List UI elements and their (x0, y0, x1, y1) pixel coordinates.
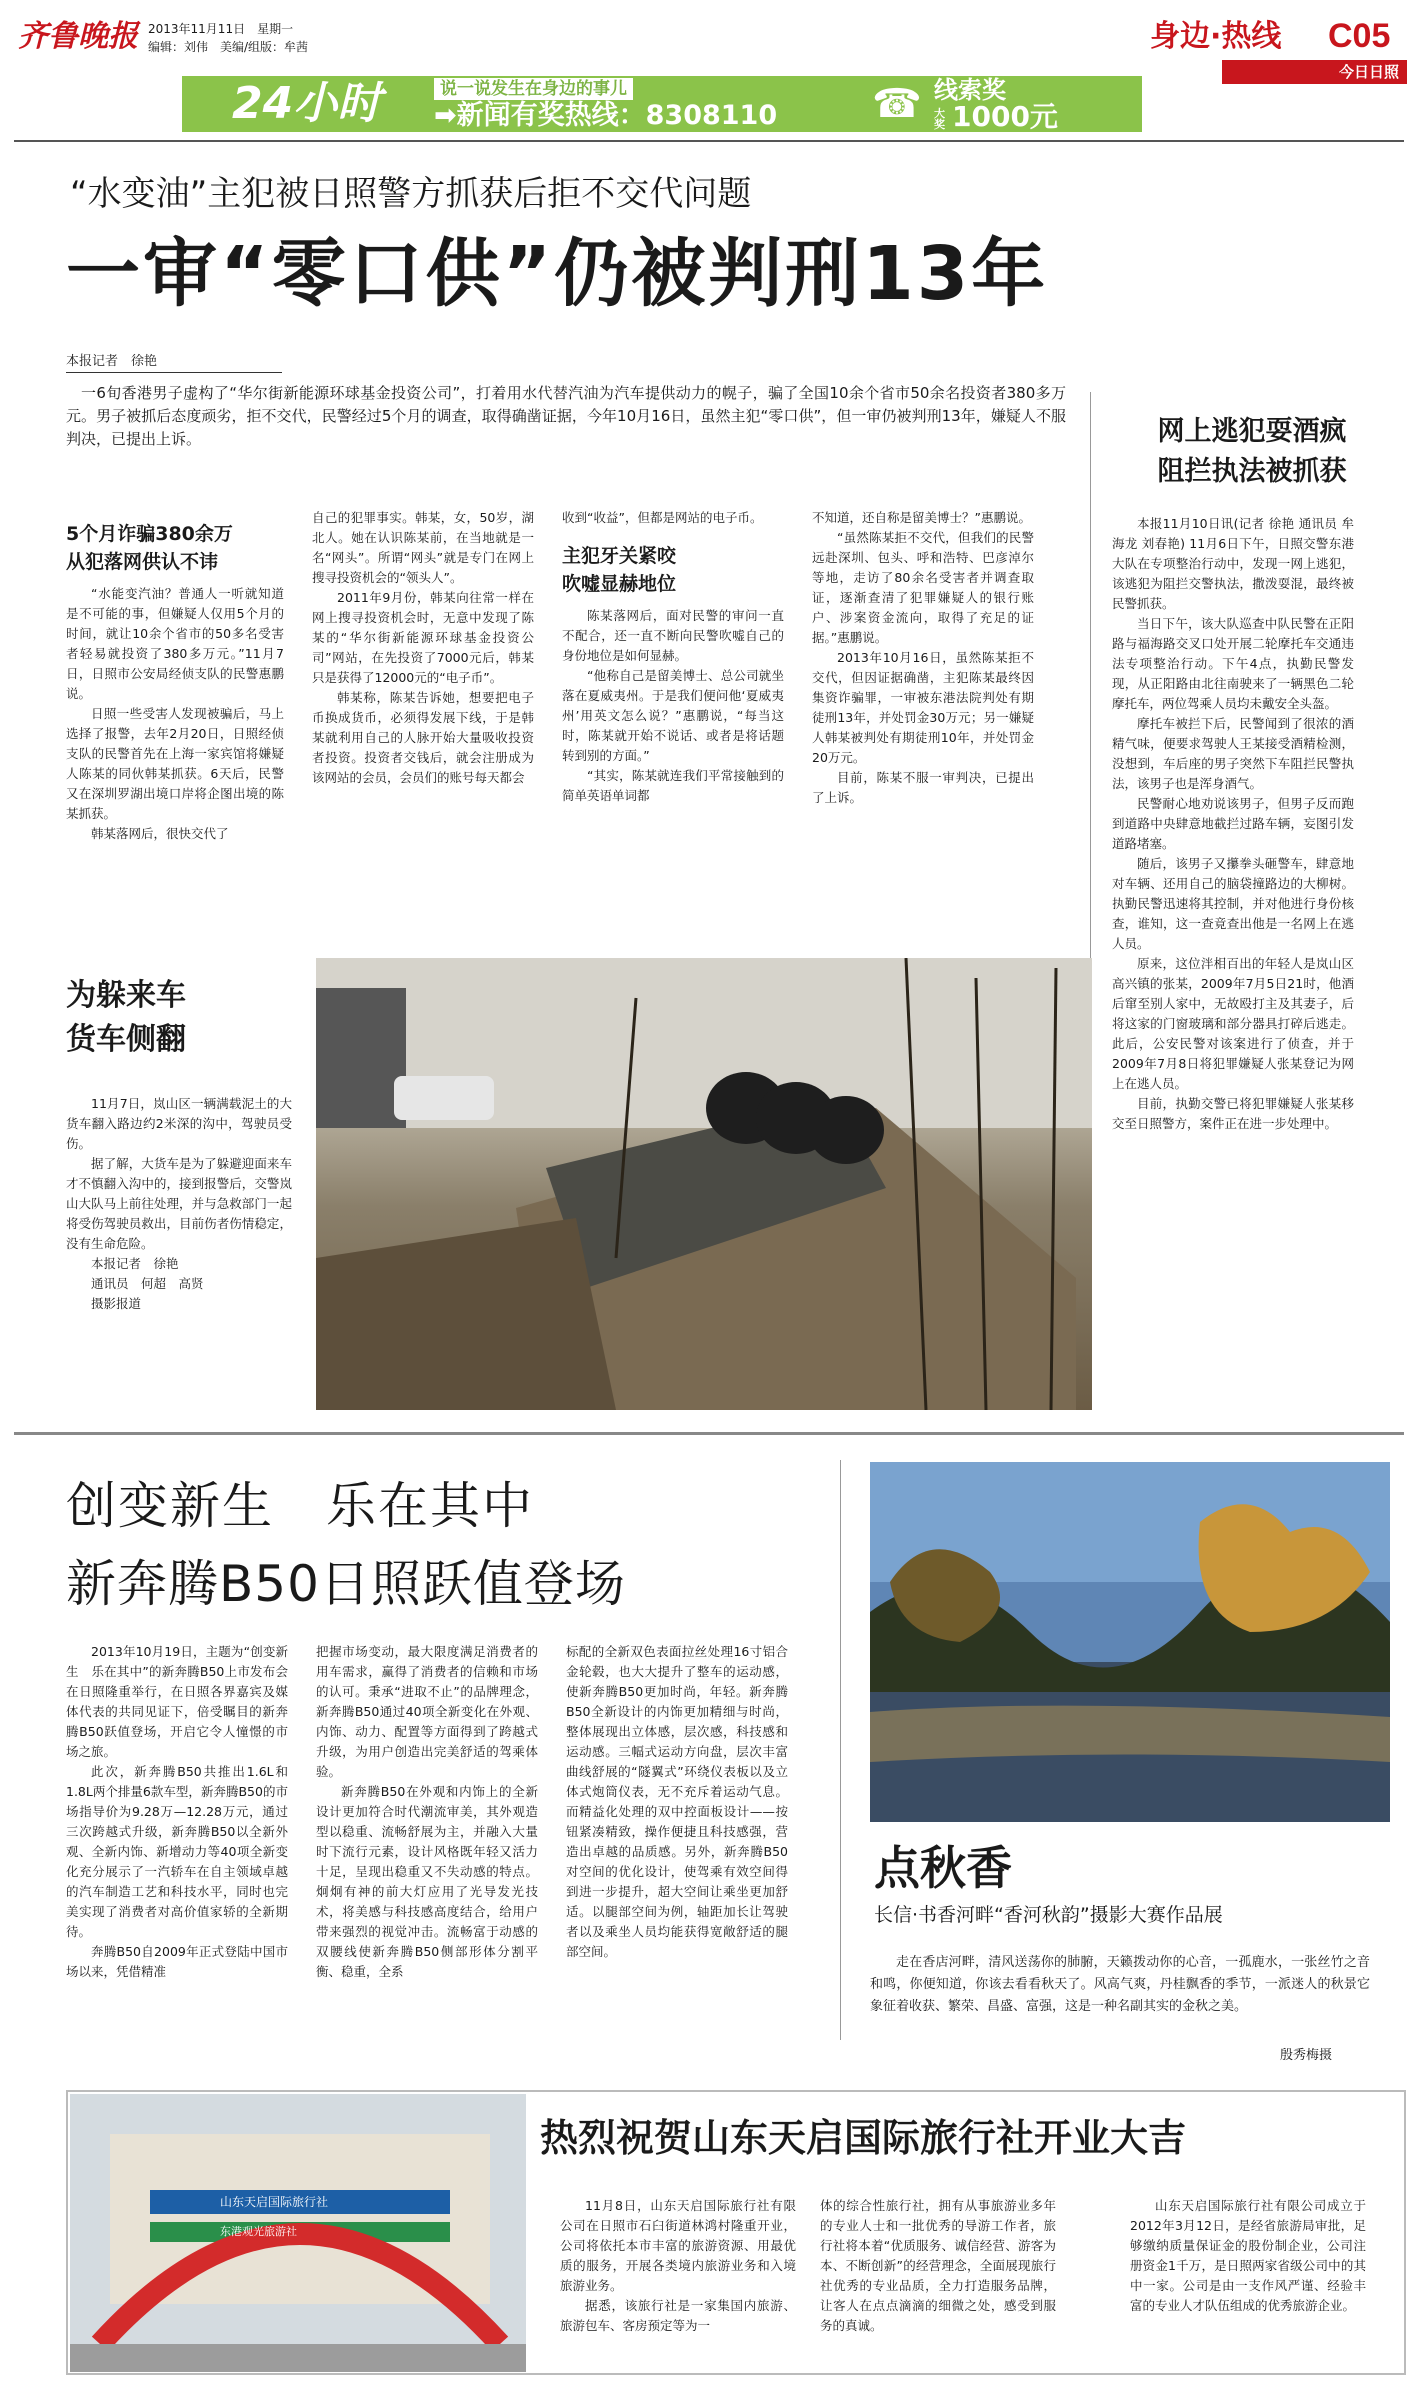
paragraph: 目前，执勤交警已将犯罪嫌疑人张某移交至日照警方，案件正在进一步处理中。 (1112, 1096, 1354, 1131)
paragraph: 新奔腾B50在外观和内饰上的全新设计更加符合时代潮流审美，其外观造型以稳重、流畅舒展为主，并融入大量时下流行元素，设计风格既年轻又活力十足，呈现出稳重又不失动感的特点。炯炯有神的前大灯应用了光导发光技术，将美感与科技感高度结合，给用户带来强烈的视觉冲击。流畅富于动感的双腰线使新奔腾B50侧部形体分割平衡、稳重，全系 (316, 1784, 538, 1979)
newspaper-logo: 齐鲁晚报 (18, 19, 138, 54)
autumn-author: 殷秀梅摄 (1280, 2048, 1333, 2063)
auto-column-3 (566, 1642, 788, 1962)
paragraph: 11月8日，山东天启国际旅行社有限公司在日照市石臼街道林鸿村隆重开业，公司将依托本市丰富的旅游资源、用最优质的服务，开展各类境内旅游业务和入境旅游业务。 (560, 2198, 796, 2293)
side-body (1112, 514, 1354, 1134)
lead-headline: 一审“零口供”仍被判刑13年 (66, 231, 1049, 317)
subhead-2-line-1: 主犯牙关紧咬 (562, 545, 677, 567)
subhead-1-line-2: 从犯落网供认不讳 (66, 551, 219, 573)
paragraph: 2011年9月份，韩某向往常一样在网上搜寻投资机会时，无意中发现了陈某的“华尔街新能源环球基金投资公司”网站，在先投资了7000元后，韩某只是获得了12000元的“电子币”。 (312, 590, 534, 685)
paragraph: “水能变汽油？普通人一听就知道是不可能的事，但嫌疑人仅用5个月的时间，就让10余个省市的50多名受害者轻易就投资了380多万元。”11月7日，日照市公安局经侦支队的民警惠鹏说。 (66, 586, 284, 701)
paragraph: 收到“收益”，但都是网站的电子币。 (562, 510, 763, 525)
hotline-phone: ➡新闻有奖热线：8308110 (434, 100, 778, 131)
paragraph: 11月7日，岚山区一辆满载泥土的大货车翻入路边约2米深的沟中，驾驶员受伤。 (66, 1096, 292, 1151)
paragraph: 摩托车被拦下后，民警闻到了很浓的酒精气味，便要求驾驶人王某接受酒精检测，没想到，车后座的男子突然下车阻拦民警执法，该男子也是浑身酒气。 (1112, 716, 1354, 791)
editor-line: 编辑：刘伟 美编/组版：牟茜 (148, 40, 309, 54)
travel-headline: 热烈祝贺山东天启国际旅行社开业大吉 (540, 2116, 1187, 2160)
subhead-2-line-2: 吹嘘显赫地位 (562, 573, 677, 595)
paragraph: “他称自己是留美博士、总公司就坐落在夏威夷州。于是我们便问他‘夏威夷州’用英文怎么说？”惠鹏说，“每当这时，陈某就开始不说话、或者是将话题转到别的方面。” (562, 668, 784, 763)
paragraph: “虽然陈某拒不交代，但我们的民警远赴深圳、包头、呼和浩特、巴彦淖尔等地，走访了80余名受害者并调查取证，逐渐查清了犯罪嫌疑人的银行账户、涉案资金流向，取得了充足的证据。”惠鹏说。 (812, 530, 1034, 645)
photo-sign-text: 山东天启国际旅行社 (220, 2195, 329, 2209)
travel-column-3 (1130, 2196, 1366, 2316)
phone-icon: ☎ (872, 81, 922, 127)
autumn-scene-illustration (870, 1462, 1390, 1822)
paragraph: 不知道，还自称是留美博士？”惠鹏说。 (812, 510, 1031, 525)
lead-column-2 (312, 508, 534, 788)
photo-credit: 本报记者 徐艳 (91, 1256, 179, 1271)
travel-column-1 (560, 2196, 796, 2336)
paragraph: 此次，新奔腾B50共推出1.6L和1.8L两个排量6款车型，新奔腾B50的市场指导价为9.28万—12.28万元，通过三次跨越式升级，新奔腾B50以全新外观、全新内饰、新增动力等40项全新变化充分展示了一汽轿车在自主领域卓越的汽车制造工艺和科技水平，同时也完美实现了消费者对高价值家轿的全新期待。 (66, 1764, 288, 1939)
hotline-banner (182, 76, 1142, 132)
side-title (1102, 412, 1402, 492)
subhead-1-line-1: 5个月诈骗380余万 (66, 523, 233, 545)
opening-ceremony-illustration (70, 2094, 526, 2372)
paragraph: 民警耐心地劝说该男子，但男子反而跑到道路中央肆意地截拦过路车辆，妄图引发道路堵塞。 (1112, 796, 1354, 851)
paragraph: 陈某落网后，面对民警的审问一直不配合，还一直不断向民警吹嘘自己的身份地位是如何显赫。 (562, 608, 784, 663)
paragraph: 本报11月10日讯(记者 徐艳 通讯员 牟海龙 刘春艳) 11月6日下午，日照交警东港大队在专项整治行动中，发现一网上逃犯，该逃犯为阻拦交警执法，撒泼耍混，最终被民警抓获。 (1112, 516, 1354, 611)
paragraph: 据了解，大货车是为了躲避迎面来车才不慎翻入沟中的，接到报警后，交警岚山大队马上前往处理，并与急救部门一起将受伤驾驶员救出，目前伤者伤情稳定，没有生命危险。 (66, 1156, 292, 1251)
lead-byline: 本报记者 徐艳 (66, 352, 282, 373)
page-number: C05 (1328, 17, 1391, 55)
paragraph: 随后，该男子又攥拳头砸警车，肆意地对车辆、还用自己的脑袋撞路边的大柳树。执勤民警迅速将其控制，并对他进行身份核查，谁知，这一查竟查出他是一名网上在逃人员。 (1112, 856, 1354, 951)
hotline-slogan: 说一说发生在身边的事儿 (434, 78, 633, 100)
autumn-title: 点秋香 (874, 1841, 1012, 1895)
paragraph: 目前，陈某不服一审判决，已提出了上诉。 (812, 770, 1034, 805)
side-title-line-1: 网上逃犯耍酒疯 (1157, 416, 1347, 447)
prize-amount: 1000元 (952, 100, 1058, 133)
paragraph: 2013年10月16日，虽然陈某拒不交代，但因证据确凿，主犯陈某最终因集资诈骗罪，一审被东港法院判处有期徒刑13年，并处罚金30万元；另一嫌疑人韩某被判处有期徒刑10年，并处罚金20万元。 (812, 650, 1034, 765)
side-title-line-2: 阻拦执法被抓获 (1157, 456, 1347, 487)
paragraph: “其实，陈某就连我们平常接触到的简单英语单词都 (562, 768, 784, 803)
travel-column-2 (820, 2196, 1056, 2336)
paragraph: 韩某落网后，很快交代了 (91, 826, 229, 841)
paragraph: 日照一些受害人发现被骗后，马上选择了报警，去年2月20日，日照经侦支队的民警首先在上海一家宾馆将嫌疑人陈某的同伙韩某抓获。6天后，民警又在深圳罗湖出境口岸将企图出境的陈某抓获。 (66, 706, 284, 821)
hotline-hours: 24小时 (232, 78, 382, 129)
paragraph: 奔腾B50自2009年正式登陆中国市场以来，凭借精准 (66, 1944, 288, 1979)
paragraph: 山东天启国际旅行社有限公司成立于2012年3月12日，是经省旅游局审批，足够缴纳质量保证金的股份制企业，公司注册资金1千万，是日照两家省级公司中的其中一家。公司是由一支作风严谨、经验丰富的专业人才队伍组成的优秀旅游企业。 (1130, 2198, 1366, 2313)
paragraph: 据悉，该旅行社是一家集国内旅游、旅游包车、客房预定等为一 (560, 2298, 796, 2333)
lead-column-1 (66, 520, 284, 844)
truck-title-line-1: 为躲来车 (66, 978, 186, 1013)
paragraph: 2013年10月19日，主题为“创变新生 乐在其中”的新奔腾B50上市发布会在日照隆重举行，在日照各界嘉宾及媒体代表的共同见证下，倍受瞩目的新奔腾B50跃值登场，开启它令人憧憬的市场之旅。 (66, 1644, 288, 1759)
autumn-subtitle: 长信·书香河畔“香河秋韵”摄影大赛作品展 (874, 1904, 1223, 1926)
overturned-truck-photo (316, 958, 1092, 1410)
paragraph: 韩某称，陈某告诉她，想要把电子币换成货币，必须得发展下线，于是韩某就利用自己的人脉开始大量吸收投资者投资。投资者交钱后，就会注册成为该网站的会员，会员们的账号每天都会 (312, 690, 534, 785)
truck-title-line-2: 货车侧翻 (66, 1022, 186, 1057)
photo-credit: 摄影报道 (91, 1296, 142, 1311)
truck-body (66, 1094, 292, 1314)
auto-headline-2: 新奔腾B50日照跃值登场 (66, 1555, 626, 1613)
edition-badge: 今日日照 (1222, 60, 1407, 84)
photo-credit: 通讯员 何超 高贤 (91, 1276, 204, 1291)
paragraph: 当日下午，该大队巡查中队民警在正阳路与福海路交叉口处开展二轮摩托车交通违法专项整治行动。下午4点，执勤民警发现，从正阳路由北往南驶来了一辆黑色二轮摩托车，两位驾乘人员均未戴安全头盔。 (1112, 616, 1354, 711)
paragraph: 原来，这位泮相百出的年轻人是岚山区高兴镇的张某，2009年7月5日21时，他酒后窜至别人家中，无故殴打主及其妻子，后将这家的门窗玻璃和部分器具打碎后逃走。此后，公安民警对该案进行了侦查，并于2009年7月8日将犯罪嫌疑人张某登记为网上在逃人员。 (1112, 956, 1354, 1091)
paragraph: 自己的犯罪事实。韩某，女，50岁，湖北人。她在认识陈某前，在当地就是一名“网头”。所谓“网头”就是专门在网上搜寻投资机会的“领头人”。 (312, 510, 534, 585)
date-line: 2013年11月11日 星期一 (148, 22, 294, 36)
prize-label: 线索奖 (934, 76, 1006, 104)
travel-agency-photo (70, 2094, 526, 2372)
lead-column-3 (562, 508, 784, 806)
lead-summary: 一6旬香港男子虚构了“华尔街新能源环球基金投资公司”，打着用水代替汽油为汽车提供动力的幌子，骗了全国10余个省市50余名投资者380多万元。男子被抓后态度顽劣，拒不交代，民警经过5个月的调查，取得确凿证据，今年10月16日，虽然主犯“零口供”，但一审仍被判刑13年，嫌疑人不服判决，已提出上诉。 (66, 384, 1066, 448)
lead-kicker: “水变油”主犯被日照警方抓获后拒不交代问题 (70, 174, 752, 214)
auto-column-1 (66, 1642, 288, 1982)
section-name: 身边·热线 (1150, 19, 1282, 54)
truck-scene-illustration (316, 958, 1092, 1410)
photo-sign-text-2: 东港观光旅游社 (220, 2225, 297, 2238)
auto-headline-1: 创变新生 乐在其中 (66, 1477, 534, 1535)
autumn-caption: 走在香店河畔，清风送荡你的肺腑，天籁拨动你的心音，一孤鹿水，一张丝竹之音和鸣，你便知道，你该去看看秋天了。风高气爽，丹桂飘香的季节，一派迷人的秋景它象征着收获、繁荣、昌盛、富强，这是一种名副其实的金秋之美。 (870, 1955, 1370, 2014)
paragraph: 体的综合性旅行社，拥有从事旅游业多年的专业人士和一批优秀的导游工作者，旅行社将本着“优质服务、诚信经营、游客为本、不断创新”的经营理念，全面展现旅行社优秀的专业品质，全力打造服务品牌，让客人在点点滴滴的细微之处，感受到服务的真诚。 (820, 2198, 1056, 2333)
paragraph: 标配的全新双色表面拉丝处理16寸铝合金轮毂，也大大提升了整车的运动感，使新奔腾B50更加时尚，年轻。新奔腾B50全新设计的内饰更加精细与时尚，整体展现出立体感，层次感，科技感和运动感。三幅式运动方向盘，层次丰富曲线舒展的“隧翼式”环绕仪表板以及立体式炮筒仪表，无不充斥着运动气息。而精益化处理的双中控面板设计——按钮紧凑精致，操作便捷且科技感强，营造出卓越的品质感。另外，新奔腾B50对空间的优化设计，使驾乘有效空间得到进一步提升，超大空间让乘坐更加舒适。以腿部空间为例，轴距加长让驾驶者以及乘坐人员均能获得宽敞舒适的腿部空间。 (566, 1644, 788, 1959)
autumn-river-photo (870, 1462, 1390, 1822)
prize-small: 大奖 (934, 107, 945, 131)
paragraph: 把握市场变动，最大限度满足消费者的用车需求，赢得了消费者的信赖和市场的认可。秉承“进取不止”的品牌理念，新奔腾B50通过40项全新变化在外观、内饰、动力、配置等方面得到了跨越式升级，为用户创造出完美舒适的驾乘体验。 (316, 1644, 538, 1779)
lead-column-4 (812, 508, 1034, 808)
truck-title (66, 974, 186, 1062)
auto-column-2 (316, 1642, 538, 1982)
